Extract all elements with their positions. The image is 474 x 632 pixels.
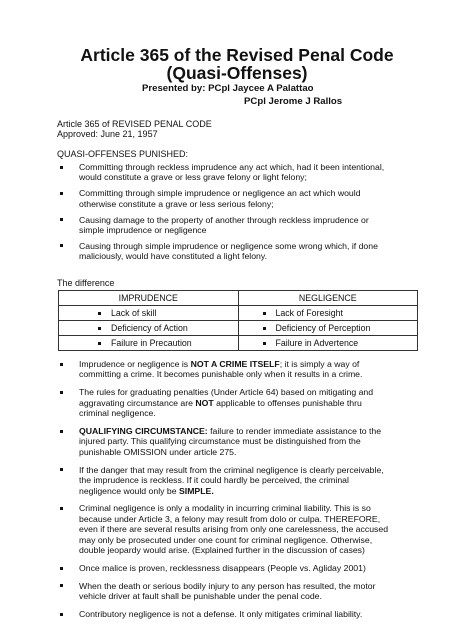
column-header-imprudence: IMPRUDENCE — [59, 291, 239, 306]
notes-list — [57, 359, 437, 620]
list-item: The rules for graduating penalties (Under Article 64) based on mitigating and aggravating circumstance are NOT applicable to offenses punishable thru criminal negligence. — [57, 387, 437, 418]
list-item: Imprudence or negligence is NOT A CRIME ITSELF; it is simply a way of committing a crime. It becomes punishable only when it results in a crime. — [57, 359, 437, 380]
difference-heading: The difference — [57, 278, 115, 288]
quasi-offenses-heading: QUASI-OFFENSES PUNISHED: — [57, 149, 189, 159]
table-row — [59, 321, 418, 336]
list-item: If the danger that may result from the criminal negligence is clearly perceivable, the imprudence is reckless. If it could hardly be perceived, the criminal negligence would only be SIMPLE. — [57, 465, 437, 496]
column-header-negligence: NEGLIGENCE — [238, 291, 418, 306]
list-item: QUALIFYING CIRCUMSTANCE: failure to render immediate assistance to the injured party. This qualifying circumstance must be distinguished from the punishable OMISSION under article 275. — [57, 426, 437, 457]
list-item: Causing damage to the property of another through reckless imprudence or simple imprudence or negligence — [57, 215, 437, 236]
table-cell: Lack of skill — [59, 306, 239, 321]
bullet-icon — [98, 312, 101, 315]
article-reference: Article 365 of REVISED PENAL CODE — [57, 119, 212, 129]
document-subtitle: (Quasi-Offenses) — [166, 63, 308, 83]
bullet-icon — [263, 327, 266, 330]
list-item: Criminal negligence is only a modality in incurring criminal liability. This is so because under Article 3, a felony may result from dolo or culpa. THEREFORE, even if there are several results arising from only one carelessness, the accused may only be prosecuted under one count for criminal negligence. Otherwise, double jeopardy would arise. (Explained further in the discussion of cases) — [57, 503, 437, 555]
document-title: Article 365 of the Revised Penal Code — [80, 45, 394, 65]
table-cell: Failure in Precaution — [59, 336, 239, 351]
table-cell: Lack of Foresight — [238, 306, 418, 321]
list-item: Causing through simple imprudence or negligence some wrong which, if done maliciously, would have constituted a light felony. — [57, 241, 437, 262]
table-header-row — [59, 291, 418, 306]
bullet-icon — [263, 342, 266, 345]
list-item: Once malice is proven, recklessness disappears (People vs. Agliday 2001) — [57, 563, 437, 573]
bullet-icon — [263, 312, 266, 315]
table-cell: Failure in Advertence — [238, 336, 418, 351]
bullet-icon — [98, 342, 101, 345]
bullet-icon — [98, 327, 101, 330]
presenter-line-1: Presented by: PCpl Jaycee A Palattao — [142, 83, 314, 94]
table-cell: Deficiency of Action — [59, 321, 239, 336]
table-row — [59, 306, 418, 321]
list-item: When the death or serious bodily injury to any person has resulted, the motor vehicle driver at fault shall be punishable under the penal code. — [57, 581, 437, 602]
quasi-offenses-list — [57, 162, 437, 262]
list-item: Committing through simple imprudence or negligence an act which would otherwise constitute a grave or less serious felony; — [57, 188, 437, 209]
list-item: Contributory negligence is not a defense. It only mitigates criminal liability. — [57, 609, 437, 619]
difference-table — [58, 290, 418, 351]
presenter-line-2: PCpl Jerome J Rallos — [244, 96, 343, 107]
table-cell: Deficiency of Perception — [238, 321, 418, 336]
list-item: Committing through reckless imprudence any act which, had it been intentional, would constitute a grave or less grave felony or light felony; — [57, 162, 437, 183]
table-row — [59, 336, 418, 351]
approval-date: Approved: June 21, 1957 — [57, 129, 158, 139]
